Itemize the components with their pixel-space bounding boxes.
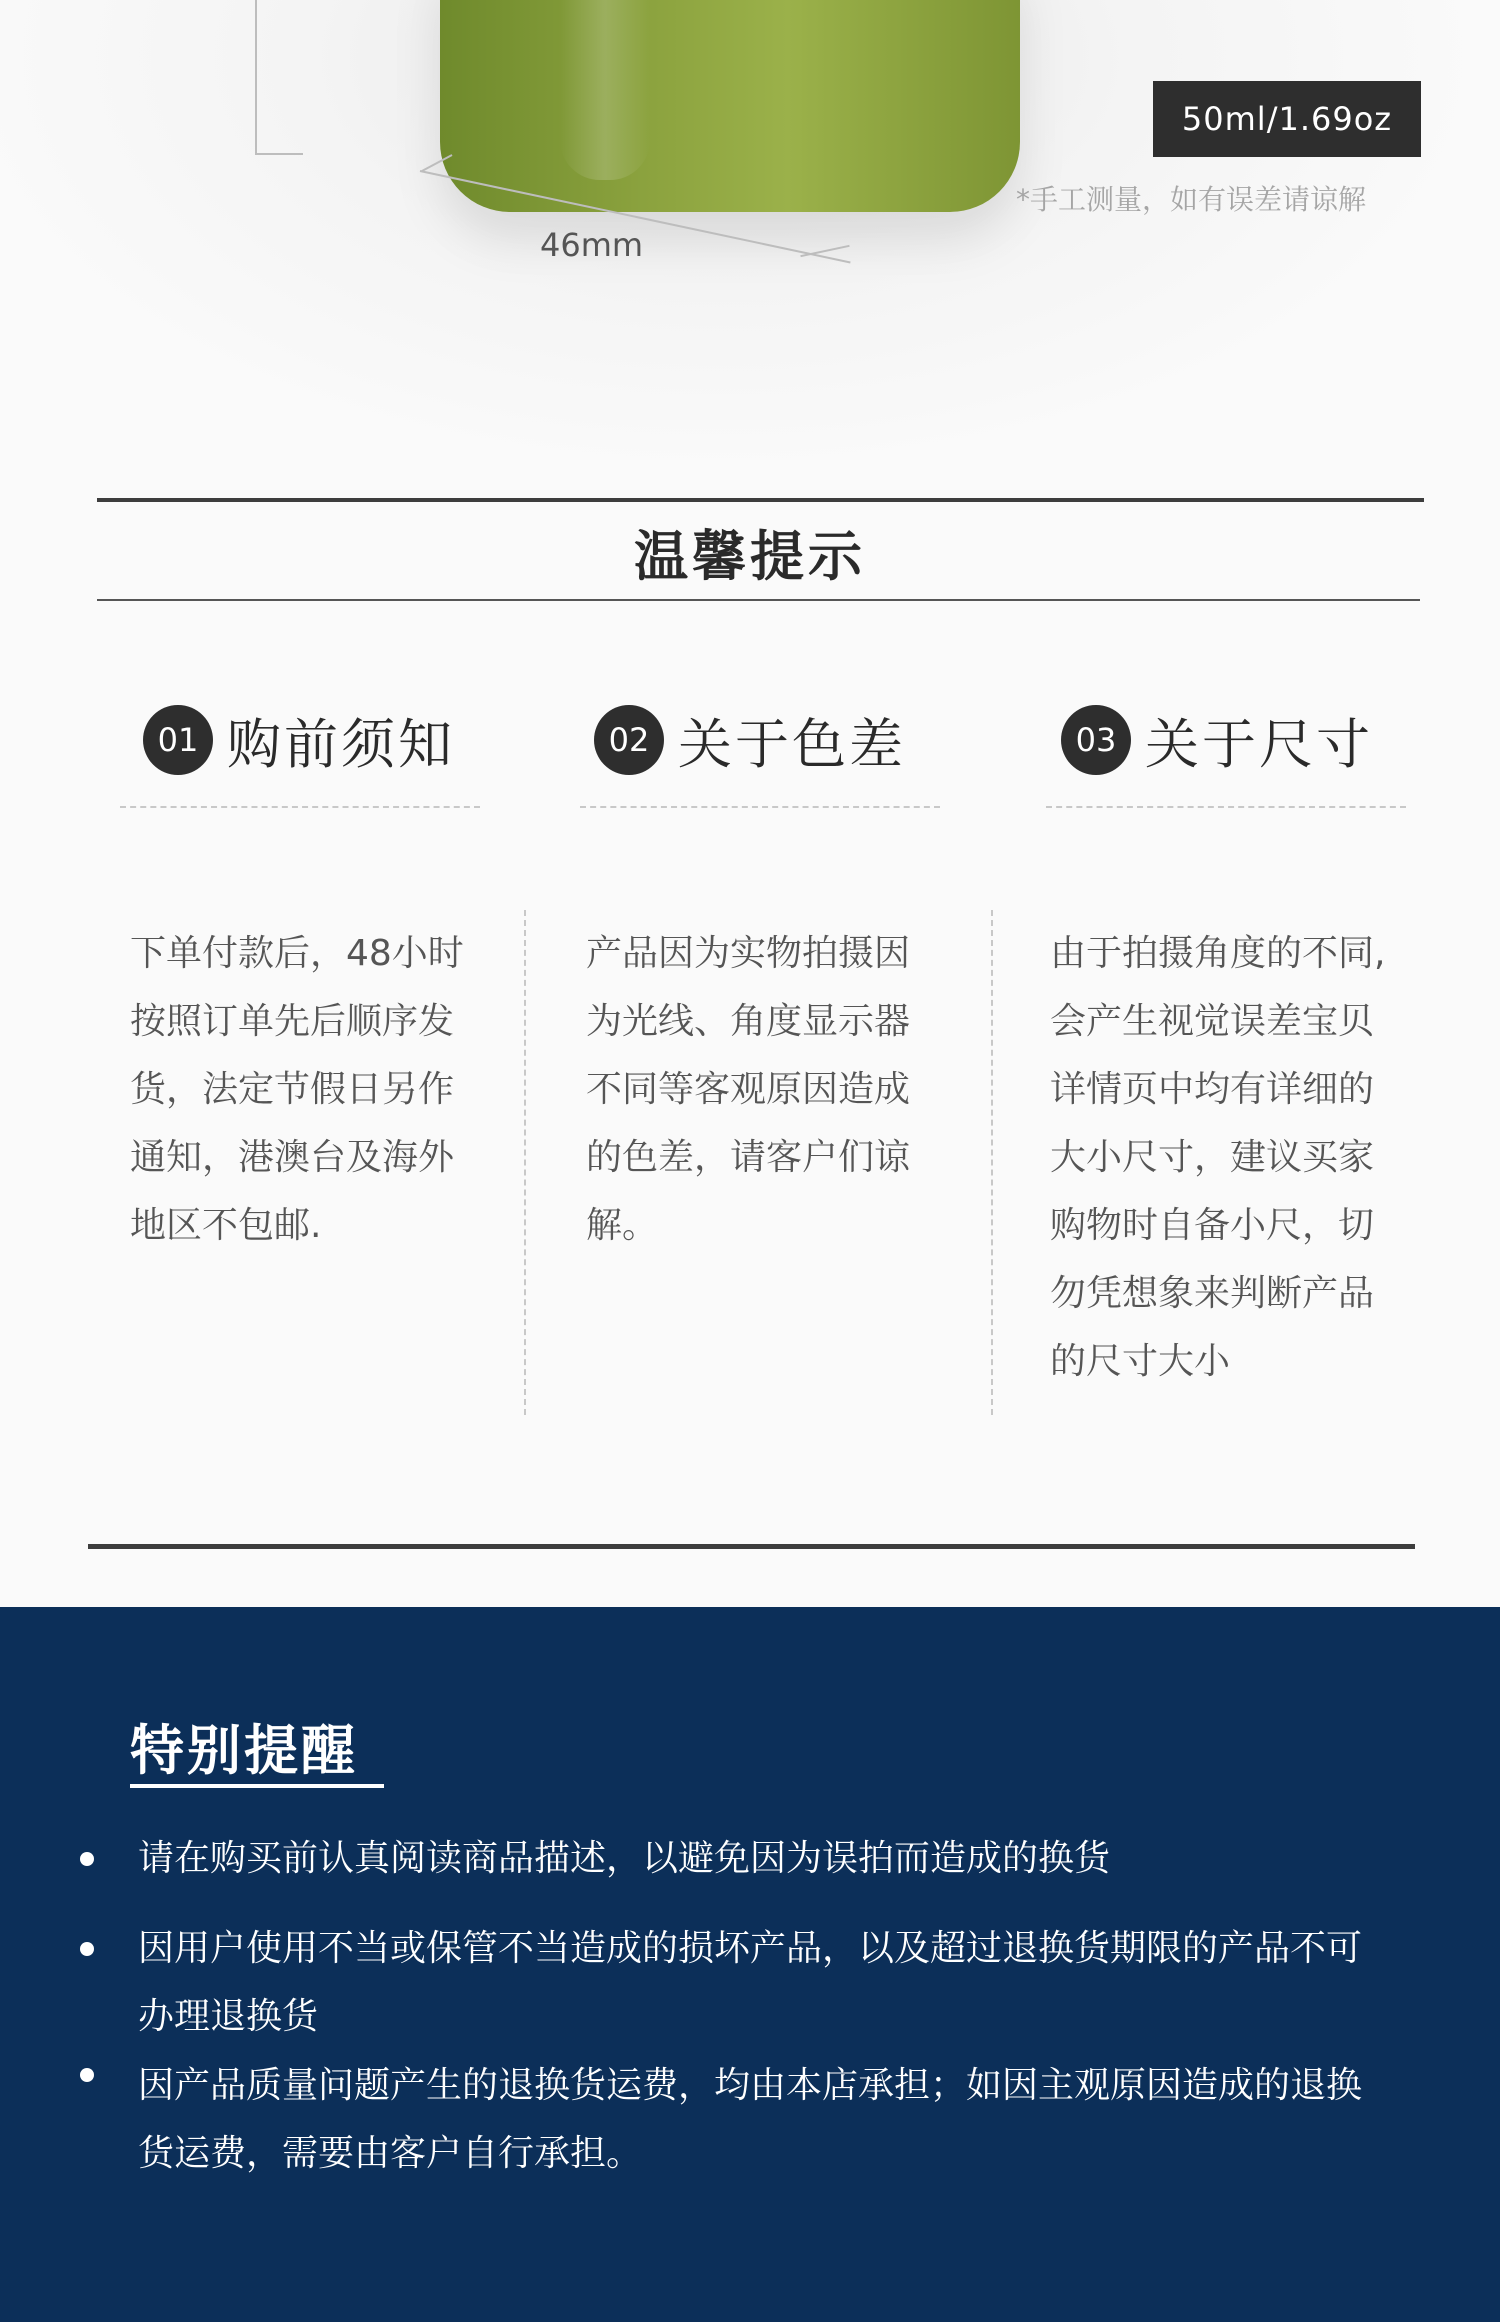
reminder-line: 请在购买前认真阅读商品描述，以避免因为误拍而造成的换货 xyxy=(138,1838,1111,1879)
reminder-item-2 xyxy=(138,1915,1428,2051)
tip-number-badge: 01 xyxy=(143,705,213,775)
tips-section-end-rule xyxy=(88,1544,1415,1549)
tip-line: 由于拍摄角度的不同, xyxy=(1050,933,1386,974)
tip-body-3 xyxy=(1050,920,1420,1396)
tip-line: 产品因为实物拍摄因 xyxy=(586,933,911,974)
tip-number-badge: 02 xyxy=(594,705,664,775)
tip-line: 按照订单先后顺序发 xyxy=(130,1001,455,1042)
measurement-note: *手工测量，如有误差请谅解 xyxy=(1016,183,1367,216)
width-dimension-label: 46mm xyxy=(540,226,644,264)
reminder-line: 货运费，需要由客户自行承担。 xyxy=(138,2133,643,2174)
tips-title: 温馨提示 xyxy=(634,525,866,588)
reminder-item-3 xyxy=(138,2052,1428,2188)
tip-line: 货，法定节假日另作 xyxy=(130,1069,455,1110)
tip-line: 为光线、角度显示器 xyxy=(586,1001,911,1042)
tip-header-divider xyxy=(1046,806,1406,808)
tip-line: 购物时自备小尺，切 xyxy=(1050,1205,1375,1246)
tip-line: 会产生视觉误差宝贝 xyxy=(1050,1001,1375,1042)
bullet-dot-icon xyxy=(80,1852,94,1866)
tip-line: 不同等客观原因造成 xyxy=(586,1069,911,1110)
special-reminder-underline xyxy=(130,1784,384,1788)
column-divider xyxy=(524,910,526,1415)
reminder-line: 因产品质量问题产生的退换货运费，均由本店承担；如因主观原因造成的退换 xyxy=(138,2065,1363,2106)
reminder-line: 办理退换货 xyxy=(138,1996,319,2037)
tip-body-2 xyxy=(586,920,946,1260)
tip-line: 地区不包邮. xyxy=(130,1205,322,1246)
tip-line: 详情页中均有详细的 xyxy=(1050,1069,1375,1110)
tip-body-1 xyxy=(130,920,490,1260)
tip-line: 大小尺寸，建议买家 xyxy=(1050,1137,1375,1178)
tips-top-rule xyxy=(97,498,1424,502)
tip-line: 勿凭想象来判断产品 xyxy=(1050,1273,1375,1314)
tip-column-header-1 xyxy=(143,700,455,780)
tip-column-header-3 xyxy=(1061,700,1373,780)
column-divider xyxy=(991,910,993,1415)
reminder-item-1 xyxy=(138,1825,1428,1893)
tip-line: 通知，港澳台及海外 xyxy=(130,1137,455,1178)
tip-title: 购前须知 xyxy=(227,712,455,776)
tip-line: 的色差，请客户们谅 xyxy=(586,1137,911,1178)
reminder-line: 因用户使用不当或保管不当造成的损坏产品，以及超过退换货期限的产品不可 xyxy=(138,1928,1363,1969)
tip-line: 的尺寸大小 xyxy=(1050,1341,1231,1382)
tip-title: 关于尺寸 xyxy=(1145,712,1373,776)
volume-badge: 50ml/1.69oz xyxy=(1153,81,1421,157)
tip-line: 下单付款后，48小时 xyxy=(130,933,464,974)
height-dimension-bracket xyxy=(255,0,303,155)
bullet-dot-icon xyxy=(80,1942,94,1956)
tips-title-underline xyxy=(97,599,1420,601)
tip-title: 关于色差 xyxy=(678,712,906,776)
bullet-dot-icon xyxy=(80,2068,94,2082)
bottle-highlight xyxy=(560,0,650,180)
product-bottle xyxy=(440,0,1020,212)
tip-column-header-2 xyxy=(594,700,906,780)
tip-line: 解。 xyxy=(586,1205,659,1246)
tip-header-divider xyxy=(580,806,940,808)
tip-number-badge: 03 xyxy=(1061,705,1131,775)
special-reminder-title: 特别提醒 xyxy=(130,1719,358,1782)
tip-header-divider xyxy=(120,806,480,808)
